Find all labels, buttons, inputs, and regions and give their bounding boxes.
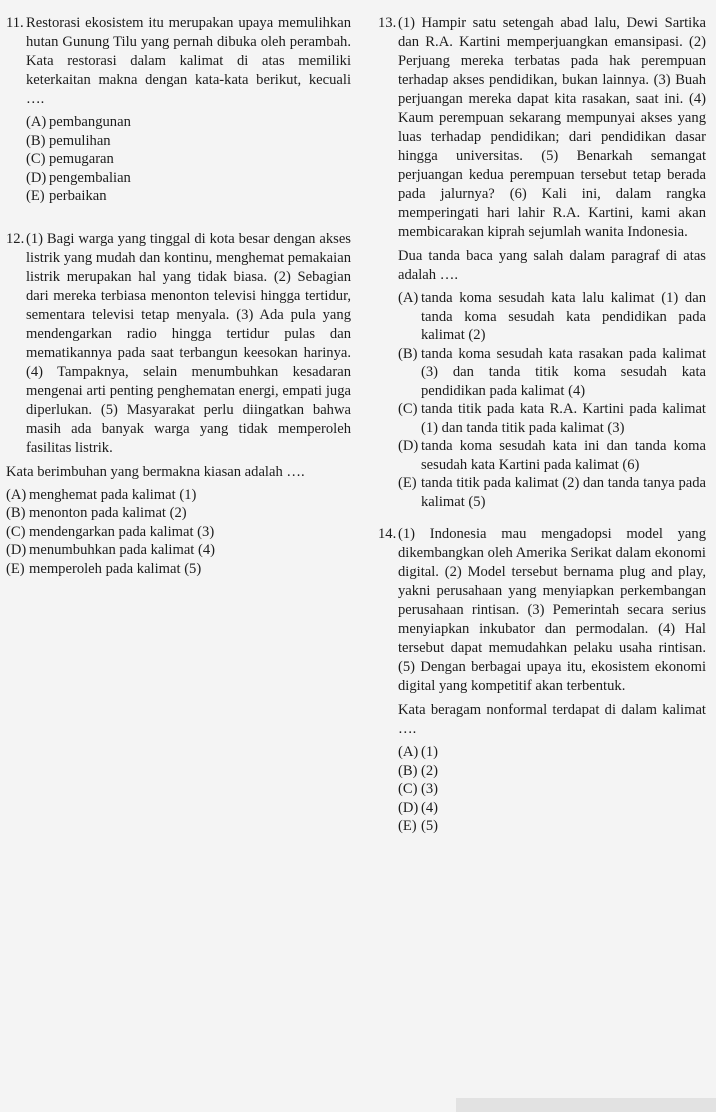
option-a[interactable]: (A) tanda koma sesudah kata lalu kalimat (1) dan tanda koma sesudah kata pendidikan pada kalimat (2) xyxy=(398,290,706,343)
option-d[interactable]: (D) menumbuhkan pada kalimat (4) xyxy=(6,542,216,558)
question-number: 14. xyxy=(378,526,397,542)
question-prompt: Dua tanda baca yang salah dalam paragraf di atas adalah …. xyxy=(398,248,706,283)
question-passage: (1) Indonesia mau mengadopsi model yang dikembangkan oleh Amerika Serikat dalam ekonomi digital. (2) Model tersebut bernama plug and play, yakni perusahaan yang menyiapkan perkembangan perusahaan rintisan. (3) Pemerintah secara serius menyiapkan inkubator dan permodalan. (4) Hal tersebut dapat memudahkan pelaku usaha rintisan. (5) Dengan berbagai upaya itu, ekosistem ekonomi digital yang kompetitif akan terbentuk. xyxy=(398,526,706,694)
option-list xyxy=(26,113,351,206)
option-d[interactable]: (D) pengembalian xyxy=(26,169,131,186)
question-number: 13. xyxy=(378,15,397,31)
option-list xyxy=(398,289,706,511)
question-number: 11. xyxy=(6,15,24,31)
option-e[interactable]: (E) perbaikan xyxy=(26,188,107,204)
option-c[interactable]: (C) mendengarkan pada kalimat (3) xyxy=(6,523,215,540)
option-b[interactable]: (B) (2) xyxy=(398,762,439,779)
option-a[interactable]: (A) (1) xyxy=(398,744,439,760)
left-column xyxy=(6,14,351,578)
option-list xyxy=(398,743,706,836)
question-14 xyxy=(378,525,706,836)
question-stem: Restorasi ekosistem itu merupakan upaya memulihkan hutan Gunung Tilu yang pernah dibuka oleh perambah. Kata restorasi dalam kalimat di atas memiliki keterkaitan makna dengan kata-kata berikut, kecuali …. xyxy=(26,15,351,107)
option-e[interactable]: (E) tanda titik pada kalimat (2) dan tanda tanya pada kalimat (5) xyxy=(398,475,706,510)
option-e[interactable]: (E) memperoleh pada kalimat (5) xyxy=(6,560,202,577)
question-12 xyxy=(6,230,351,579)
option-d[interactable]: (D) (4) xyxy=(398,799,439,816)
option-list xyxy=(6,486,351,579)
option-b[interactable]: (B) menonton pada kalimat (2) xyxy=(6,505,187,521)
option-b[interactable]: (B) pemulihan xyxy=(26,132,111,149)
page-edge-shadow xyxy=(456,1098,716,1112)
question-passage: (1) Bagi warga yang tinggal di kota besar dengan akses listrik yang mudah dan kontinu, menghemat pemakaian listrik merupakan hal yang tidak biasa. (2) Sebagian dari mereka terbiasa menonton televisi hingga tertidur, sementara televisi tetap menyala. (3) Ada pula yang mendengarkan radio hingga tertidur pulas dan mematikannya pada saat terbangun keesokan harinya. (4) Tampaknya, selain menumbuhkan kesadaran mengenai arti penting penghematan energi, empati juga diperlukan. (5) Masyarakat perlu diingatkan bahwa masih ada banyak warga yang tidak memperoleh fasilitas listrik. xyxy=(26,230,351,456)
option-e[interactable]: (E) (5) xyxy=(398,818,439,834)
question-11 xyxy=(6,14,351,206)
question-prompt: Kata berimbuhan yang bermakna kiasan adalah …. xyxy=(6,463,305,480)
option-c[interactable]: (C) tanda titik pada kata R.A. Kartini pada kalimat (1) dan tanda titik pada kalimat (3) xyxy=(398,401,706,436)
question-13 xyxy=(378,14,706,511)
question-number: 12. xyxy=(6,230,25,247)
option-a[interactable]: (A) pembangunan xyxy=(26,114,131,130)
right-column xyxy=(378,14,706,836)
option-d[interactable]: (D) tanda koma sesudah kata ini dan tanda koma sesudah kata Kartini pada kalimat (6) xyxy=(398,438,706,473)
option-c[interactable]: (C) pemugaran xyxy=(26,151,114,167)
option-b[interactable]: (B) tanda koma sesudah kata rasakan pada kalimat (3) dan tanda titik koma sesudah kata pendidikan pada kalimat (4) xyxy=(398,345,706,399)
question-passage: (1) Hampir satu setengah abad lalu, Dewi Sartika dan R.A. Kartini memperjuangkan emansipasi. (2) Perjuang mereka terbatas pada hak perempuan terhadap akses pendidikan, bukan lainnya. (3) Buah perjuangan mereka dapat kita rasakan, saat ini. (4) Kaum perempuan sekarang mempunyai akses yang luas terhadap pendidikan; dari pendidikan dasar hingga universitas. (5) Benarkah semangat perjuangan kedua perempuan tersebut tetap berada pada jalurnya? (6) Kali ini, dalam rangka memperingati hari lahir R.A. Kartini, kami akan membicarakan kiprah sejumlah wanita Indonesia. xyxy=(398,15,706,240)
option-a[interactable]: (A) menghemat pada kalimat (1) xyxy=(6,486,197,503)
option-c[interactable]: (C) (3) xyxy=(398,781,439,797)
question-prompt: Kata beragam nonformal terdapat di dalam kalimat …. xyxy=(398,702,706,737)
